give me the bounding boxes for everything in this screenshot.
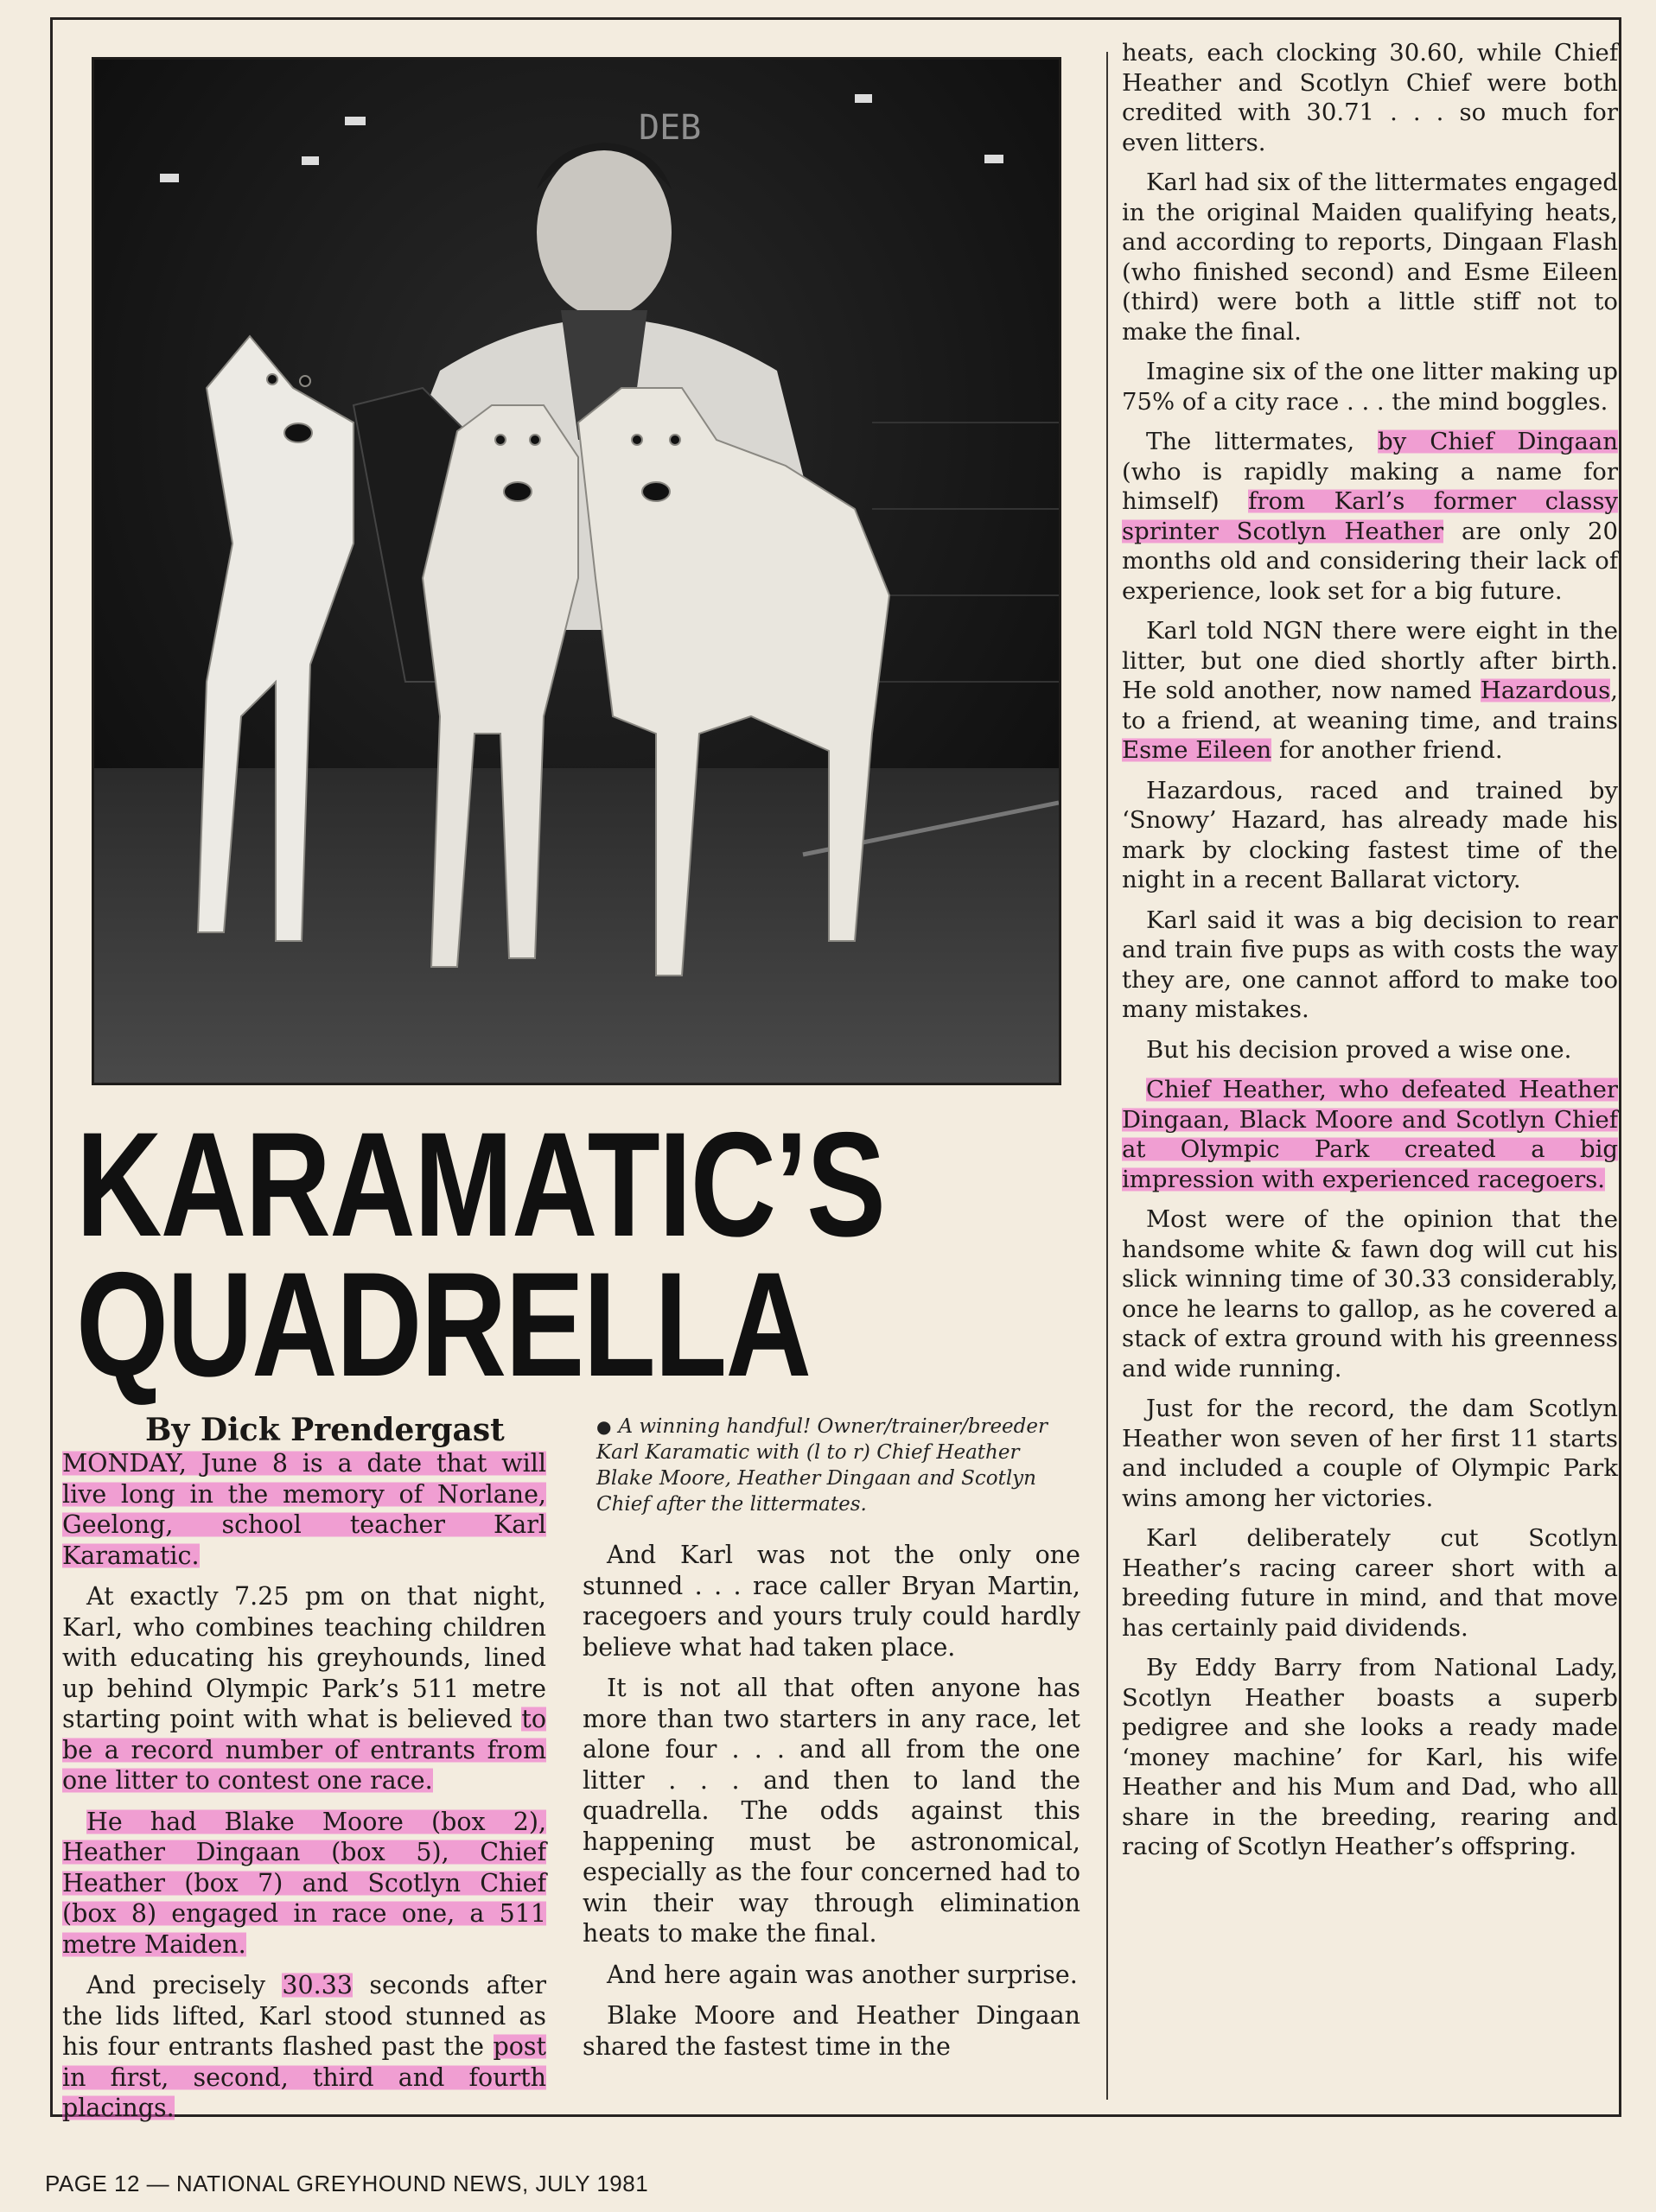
paragraph: heats, each clocking 30.60, while Chief Heather and Scotlyn Chief were both credited with 30.71 . . . so much for even litters. xyxy=(1122,39,1618,156)
byline: By Dick Prendergast xyxy=(145,1412,505,1448)
stadium-light xyxy=(984,155,1003,163)
paragraph xyxy=(62,1807,546,1961)
text-run: At exactly 7.25 pm on that night, Karl, who combines teaching children with educating his greyhounds, lined up behind Olympic Park’s 511 metre starting point with what is believed xyxy=(62,1582,546,1733)
photo-illustration xyxy=(94,60,1059,1083)
bullet-icon: ● xyxy=(596,1416,612,1437)
paragraph xyxy=(1122,1075,1618,1194)
paragraph: Just for the record, the dam Scotlyn Heather won seven of her first 11 starts and included a couple of Olympic Park wins among her victories. xyxy=(1122,1395,1618,1512)
highlighted-text: He had Blake Moore (box 2), Heather Dingaan (box 5), Chief Heather (box 7) and Scotlyn Chief (box 8) engaged in race one, a 511 metre Maiden. xyxy=(62,1807,546,1959)
paragraph xyxy=(62,1970,546,2124)
paragraph xyxy=(62,1581,546,1796)
paragraph: Karl had six of the littermates engaged in the original Maiden qualifying heats, and according to reports, Dingaan Flash (who finished second) and Esme Eileen (third) were both a little stiff not to make the final. xyxy=(1122,168,1618,346)
track-ground xyxy=(94,768,1059,1083)
headline-line-2: QUADRELLA xyxy=(76,1242,811,1408)
paragraph: Karl said it was a big decision to rear and train five pups as with costs the way they are, one cannot afford to make too many mistakes. xyxy=(1122,906,1618,1023)
text-run: , to a friend, at weaning time, and trains xyxy=(1122,677,1618,734)
text-run: for another friend. xyxy=(1271,736,1503,764)
man-head xyxy=(537,148,672,317)
paragraph: Karl deliberately cut Scotlyn Heather’s racing career short with a breeding future in mind, and that move has certainly paid dividends. xyxy=(1122,1524,1618,1642)
paragraph: And Karl was not the only one stunned . . . race caller Bryan Martin, racegoers and yours truly could hardly believe what had taken place. xyxy=(583,1541,1080,1662)
paragraph: Hazardous, raced and trained by ‘Snowy’ Hazard, has already made his mark by clocking fastest time of the night in a recent Ballarat victory. xyxy=(1122,776,1618,893)
text-run: Karl told NGN there were eight in the litter, but one died shortly after birth. He sold another, now named xyxy=(1122,617,1618,704)
paragraph: Blake Moore and Heather Dingaan shared the fastest time in the xyxy=(583,2001,1080,2061)
highlighted-text: to be a record number of entrants from one litter to contest one race. xyxy=(62,1705,546,1795)
paragraph: And here again was another surprise. xyxy=(607,1960,1078,1989)
paragraph xyxy=(1122,616,1618,766)
paragraph: By Eddy Barry from National Lady, Scotlyn Heather boasts a superb pedigree and she looks a ready made ‘money machine’ for Karl, his wife Heather and his Mum and Dad, who all share in the breeding, rearing and racing of Scotlyn Heather’s offspring. xyxy=(1122,1654,1618,1860)
column-2 xyxy=(583,1540,1080,2072)
highlighted-text: MONDAY, June 8 is a date that will live long in the memory of Norlane, Geelong, school teacher Karl Karamatic. xyxy=(62,1449,546,1570)
column-1 xyxy=(62,1448,546,2134)
highlighted-text: Hazardous xyxy=(1480,677,1611,704)
highlighted-text: by Chief Dingaan xyxy=(1378,428,1618,455)
stadium-light xyxy=(160,174,179,182)
text-run: (who is rapidly making a name for himself) xyxy=(1122,457,1618,515)
photo-caption xyxy=(596,1414,1080,1517)
column-3 xyxy=(1122,38,1618,1872)
paragraph: Imagine six of the one litter making up 75% of a city race . . . the mind boggles. xyxy=(1122,358,1618,416)
paragraph: It is not all that often anyone has more than two starters in any race, let alone four . . . and all from the one litter . . . and then to land the quadrella. The odds against this happening must be astronomical, especially as the four concerned had to win their way through elimination heats to make the final. xyxy=(583,1674,1080,1948)
paragraph: But his decision proved a wise one. xyxy=(1146,1035,1572,1064)
text-run: seconds after the lids lifted, Karl stood stunned as his four entrants flashed past the xyxy=(62,1971,546,2061)
highlighted-text: post in first, second, third and fourth placings. xyxy=(62,2032,546,2122)
paragraph: Most were of the opinion that the handsome white & fawn dog will cut his slick winning time of 30.33 considerably, once he learns to gallop, as he covered a stack of extra ground with his greenness and wide running. xyxy=(1122,1205,1618,1382)
highlighted-text: Esme Eileen xyxy=(1122,736,1272,764)
column-divider xyxy=(1106,52,1108,2100)
highlighted-text: 30.33 xyxy=(282,1971,353,1999)
stadium-light xyxy=(855,94,872,103)
paragraph xyxy=(1122,427,1618,606)
text-run: are only 20 months old and considering their lack of experience, look set for a big future. xyxy=(1122,517,1618,605)
page-footer: PAGE 12 — NATIONAL GREYHOUND NEWS, JULY 1981 xyxy=(45,2171,649,2196)
headline xyxy=(76,1102,899,1408)
paragraph xyxy=(62,1448,546,1571)
stadium-light xyxy=(302,156,319,165)
highlighted-text: from Karl’s former classy sprinter Scotlyn Heather xyxy=(1122,487,1618,545)
caption-text: A winning handful! Owner/trainer/breeder Karl Karamatic with (l to r) Chief Heather Blake Moore, Heather Dingaan and Scotlyn Chief after the littermates. xyxy=(596,1415,1048,1516)
text-run: And precisely xyxy=(86,1971,283,1999)
article-photo xyxy=(92,57,1061,1085)
headline-line-1: KARAMATIC’S xyxy=(76,1102,885,1268)
scoreboard-text: DEB xyxy=(639,108,702,148)
text-run: The littermates, xyxy=(1146,428,1379,455)
highlighted-text: Chief Heather, who defeated Heather Dingaan, Black Moore and Scotlyn Chief at Olympic Park created a big impression with experienced racegoers. xyxy=(1122,1076,1618,1193)
stadium-light xyxy=(345,117,366,125)
